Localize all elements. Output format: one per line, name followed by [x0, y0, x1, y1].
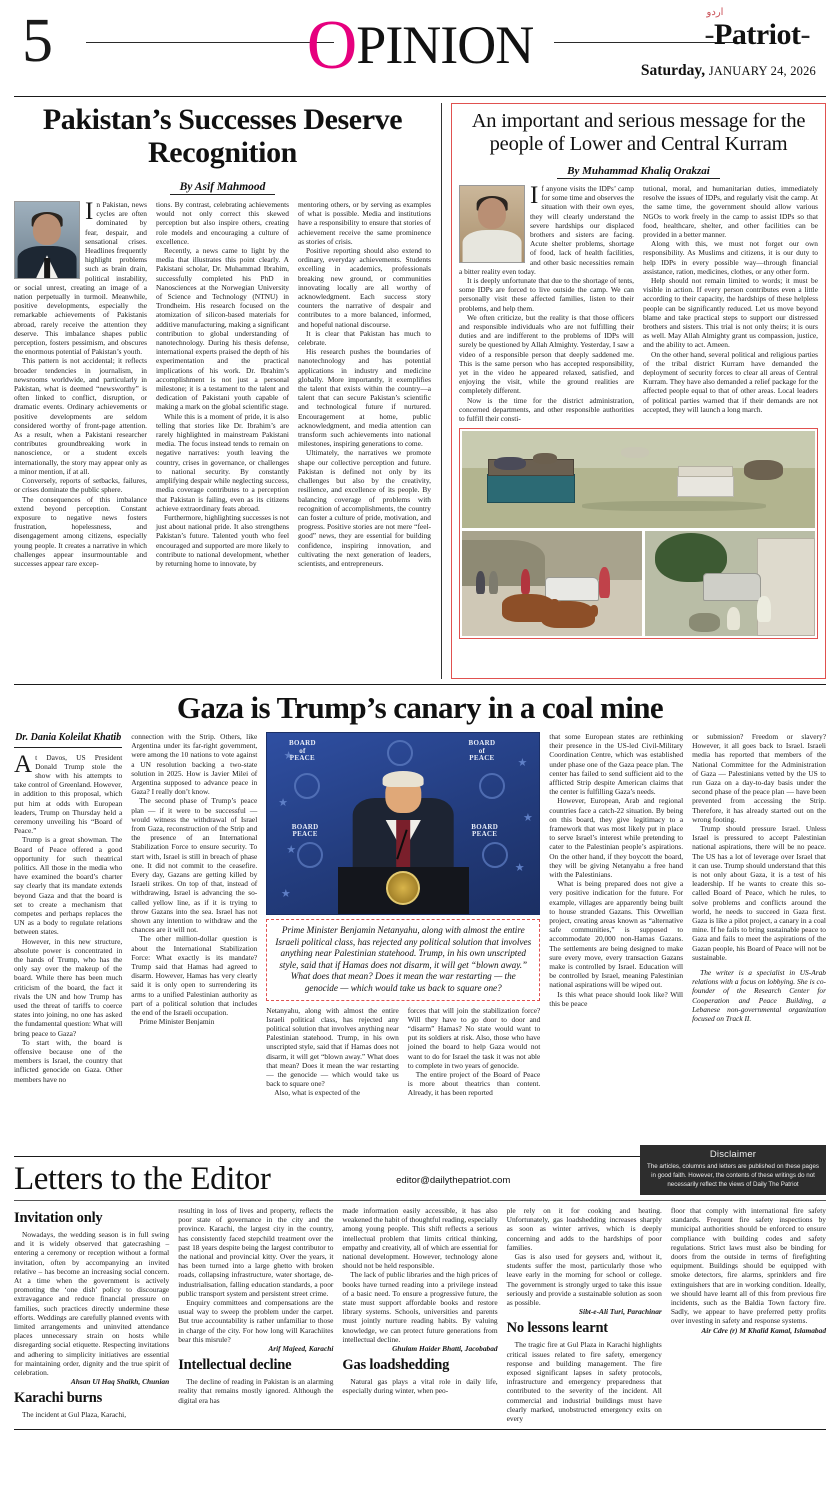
photo-trump-board-of-peace: ★ ★ ★ ★ ★ ★ ★ BOARD of PEACE BOARD of PEACE BOARD PEACE BOARD PEACE	[266, 732, 540, 915]
letters-column-5	[671, 1206, 826, 1423]
section-title	[306, 7, 534, 84]
article-column-2	[156, 200, 289, 568]
backdrop-logo-line2: of	[478, 746, 486, 755]
gaza-column-5	[549, 732, 683, 1098]
letter-continuation	[178, 1206, 333, 1353]
paragraph: On the other hand, several political and religious parties of the tribal district Kurram have demanded the deployment of security forces to clear all areas of Central Kurram. They have also demanded a relief package for the affected people equal to that of other areas. Local leaders of political parties warned that if their demands are not accepted, they will launch a long march.	[643, 349, 818, 414]
gaza-center-subcolumns	[266, 1006, 540, 1098]
letter-continuation	[342, 1206, 497, 1353]
letter-body	[507, 1340, 662, 1423]
letter-continuation	[671, 1206, 826, 1335]
gaza-column-2	[131, 732, 257, 1098]
paragraph: It is clear that Pakistan has much to celebrate.	[298, 328, 431, 348]
paragraph: Natural gas plays a vital role in daily life, especially during winter, when peo-	[342, 1377, 498, 1396]
paragraph: Positive reporting should also extend to ordinary, everyday achievements. Students excelling in academics, professionals breaking new ground, or communities innovating locally are all worthy of acknowledgment. Each success story counters the narrative of despair and contributes to a more balanced, informed, and hopeful national discourse.	[298, 246, 431, 329]
letter-signature: Ghulam Haider Bhatti, Jacobabad	[392, 1344, 498, 1354]
dateline-date: JANUARY 24, 2026	[708, 64, 816, 78]
letters-title: Letters to the Editor	[14, 1161, 271, 1197]
gaza-writer-note: The writer is a specialist in US-Arab relations with a focus on lobbying. She is co-founder of the Research Center for Cooperation and Peace Building, a Lebanese non-governmental organization focused on Track II.	[692, 968, 826, 1024]
gaza-column-6	[692, 732, 826, 1098]
backdrop-logo-line3: PEACE	[292, 830, 318, 838]
paragraph: Conversely, reports of setbacks, failures, or crises dominate the public sphere.	[14, 476, 147, 495]
backdrop-logo-line1: BOARD	[471, 822, 499, 831]
paragraph: mentoring others, or by serving as examples of what is possible. Media and institutions have a responsibility to ensure that stories of achievement receive the same prominence as stories of crisis.	[298, 200, 431, 246]
brand-name: Patriot	[714, 18, 801, 51]
paragraph: The lack of public libraries and the high prices of books have turned reading into a privilege instead of a basic need. To ensure a progressive future, the state must support affordable books and restore library systems. Schools, universities and parents must jointly nurture reading habits. By valuing knowledge, we can protect future generations from intellectual decline.	[342, 1270, 498, 1344]
paragraph: Trump is a great showman. The Board of Peace offered a good opportunity for such theatrical politics. All those in the media who have examined the board’s charter say clearly that its mandate extends beyond Gaza and that the board is set to create a mechanism that competes and perhaps replaces the UN as a body to regulate relations between states.	[14, 835, 123, 937]
letter-title: Invitation only	[14, 1210, 103, 1226]
paragraph: Ultimately, the narratives we promote shape our collective perception and future. Pakistan is defined not only by its challenges but also by the creativity, resilience, and excellence of its people. By balancing coverage of problems with recognition of accomplishments, the country can foster a culture of pride, motivation, and progress. Positive stories are not mere “feel-good” news, they are essential for building confidence, inspiring innovation, and cultivating the next generation of leaders, scientists, and entrepreneurs.	[298, 448, 431, 568]
kurram-photo-row	[462, 531, 815, 636]
article-body-columns	[14, 200, 431, 568]
letters-email[interactable]: editor@dailythepatriot.com	[396, 1175, 511, 1186]
disclaimer-title: Disclaimer	[709, 1149, 757, 1160]
backdrop-logo-line3: PEACE	[472, 830, 498, 838]
paragraph: The incident at Gul Plaza, Karachi,	[22, 1410, 127, 1420]
paragraph: The decline of reading in Pakistan is an alarming reality that remains mostly ignored. Although the digital era has	[178, 1377, 334, 1405]
kurram-author-portrait	[459, 185, 525, 263]
paragraph: What is being prepared does not give a very positive indication for the future. For example, villages are apparently being built to house stranded Gazans. This Orwellian project, creating areas known as “alternative safe communities,” is supposed to accommodate 20,000 non-Hamas Gazans. The settlements are being designed to make sure every move, every transaction Gazans make is controlled by Israel. Education will be controlled by Israel, meaning Palestinian national aspirations will be wiped out.	[549, 879, 684, 990]
byline-wrap	[14, 177, 431, 195]
article-column-1	[14, 200, 147, 568]
kurram-photo-grid	[459, 428, 818, 639]
gaza-pullquote: Prime Minister Benjamin Netanyahu, along with almost the entire Israeli political class, has rejected any political solution that involves anything near Palestinian statehood. Trump, in his own unscripted style, said that if Hamas does not disarm, it will get “blown away.” What does that mean? Does it mean the war restarting — the genocide — which would take us back to square one?	[266, 919, 540, 1001]
letter-signature: Ahsan Ul Haq Shaikh, Chunian	[70, 1377, 170, 1387]
paragraph: Help should not remain limited to words; it must be visible in action. If every person contributes even a little according to their capacity, the hardships of these helpless people can be significantly reduced. Let us move beyond blame and take practical steps to support our distressed brothers and sisters. This trial is not only theirs; it is ours as well. May Allah Almighty grant us compassion, justice, and the ability to act. Ameen.	[643, 276, 818, 350]
paragraph: ple rely on it for cooking and heating. Unfortunately, gas loadshedding increases sharply as soon as winter arrives, which is deeply concerning and adds to the hardships of poor families.	[506, 1206, 662, 1252]
brand-urdu-mark: اردو	[706, 7, 724, 18]
kurram-body-columns	[459, 184, 818, 423]
letter-body	[14, 1410, 169, 1419]
brand-dash-right: -	[800, 18, 810, 51]
paragraph: To start with, the board is offensive because one of the members is Israel, the country that inflicted genocide on Gaza. Other members have no	[14, 1037, 123, 1084]
paragraph: Prime Minister Benjamin	[139, 1017, 215, 1027]
brand-logo	[699, 7, 816, 52]
article-byline: By Asif Mahmood	[170, 181, 276, 195]
paragraph: However, in this new structure, absolute power is concentrated in the hands of Trump, who has the only say over the makeup of the board. While there has been much criticism of the board, the fact it rivals the UN and how Trump has used the threat of tariffs to coerce states into joining, no one has asked the fundamental question: What will bring peace to Gaza?	[14, 936, 123, 1038]
dateline-day: Saturday,	[640, 62, 706, 79]
paragraph: At Davos, US President Donald Trump stole the show with his attempts to take control of Greenland. However, in addition to this proposal, which put him at odds with European leaders, Trump on Thursday held a ceremony unveiling his “Board of Peace.”	[14, 750, 123, 836]
author-portrait	[14, 201, 80, 279]
paragraph: His research pushes the boundaries of nanotechnology and has potential applications in industry and medicine globally. More importantly, it exemplifies the talent that exists within the country—a talent that can secure Pakistan’s scientific and technological future if nurtured. Encouragement at home, public acknowledgment, and media attention can transform such achievements into national milestones, inspiring generations to come.	[298, 347, 431, 449]
backdrop-logo-line1: BOARD	[289, 739, 316, 748]
masthead	[14, 0, 826, 92]
paragraph: Furthermore, highlighting successes is not just about national pride. It also strengthens Pakistan’s future. Talented youth who feel encouraged and supported are more likely to contribute to national development, whether by returning home to innovate, by	[156, 512, 290, 568]
article-pakistan-successes	[14, 103, 442, 679]
gaza-col2-body	[131, 732, 257, 1027]
gaza-col3-body	[266, 1006, 399, 1098]
gaza-col4-body	[408, 1006, 541, 1098]
section-title-rest: PINION	[356, 15, 534, 75]
letter-continuation	[507, 1206, 662, 1316]
backdrop-logo-line1: BOARD	[468, 739, 496, 748]
gaza-col1-body	[14, 750, 123, 1084]
letter-signature: Sibt-e-Ali Turi, Parachinar	[578, 1307, 662, 1317]
article-headline: Pakistan’s Successes Deserve Recognition	[42, 103, 403, 169]
paragraph: Also, what is expected of the	[274, 1088, 361, 1098]
kurram-headline: An important and serious message for the people of Lower and Central Kurram	[471, 110, 806, 155]
kurram-column-2	[643, 184, 818, 414]
letter-title: No lessons learnt	[506, 1320, 608, 1337]
paragraph: The tragic fire at Gul Plaza in Karachi highlights critical issues related to fire safety, emergency response and building management. The fire exposed significant lapses in safety protocols, infrastructure and emergency preparedness that contributed to the severity of the incident. All commercial and industrial buildings must have clearly marked, unobstructed emergency exits on every	[506, 1340, 662, 1424]
brand-wrap	[699, 7, 816, 52]
letters-column-4	[507, 1206, 662, 1423]
letter-body	[14, 1230, 169, 1386]
gaza-byline: Dr. Dania Koleilat Khatib	[14, 732, 122, 748]
paragraph: Along with this, we must not forget our own responsibility. As Muslims and citizens, it is our duty to help IDPs in every possible way—through financial assistance, ration, medicines, clothes, or any other form.	[643, 239, 818, 276]
kurram-byline-wrap	[459, 161, 818, 179]
article-kurram-wrap	[442, 103, 826, 679]
paragraph: In Pakistan, news cycles are often dominated by fear, despair, and sensational crises. Headlines frequently highlight problems such as brain drain, political instability, or social unrest, creating an image of a nation perpetually in turmoil. Meanwhile, positive developments, especially the remarkable achievements of Pakistanis abroad, rarely receive the attention they deserve. This imbalance shapes public perception, fosters pessimism, and obscures the enormous potential of Pakistan’s youth.	[14, 198, 147, 357]
gaza-center-block	[266, 732, 540, 1098]
disclaimer-text: The articles, columns and letters are published on these pages in good faith. However, the contents of these writings do not necessarily reflect the views of Daily The Patriot	[647, 1163, 819, 1188]
masthead-bottom-rule	[14, 96, 826, 97]
top-zone	[14, 103, 826, 679]
paragraph: resulting in loss of lives and property, reflects the poor state of governance in the city and the province. Karachi, the largest city in the country, has consistently faced stepchild treatment over the past 18 years despite being the largest contributor to the national and provincial kitty. Over the years, it has been turned into a large ghetto with broken roads, collapsing infrastructure, water shortage, de-industrialisation, falling education standards, a poor public transport system and persistent street crime.	[178, 1206, 334, 1298]
page-bottom-rule	[14, 1429, 826, 1430]
dateline	[641, 62, 816, 80]
article-column-3	[298, 200, 431, 568]
disclaimer-box	[640, 1145, 826, 1195]
paragraph: While this is a moment of pride, it is also telling that stories like Dr. Ibrahim’s are rarely highlighted in mainstream Pakistani media. The focus instead tends to remain on negative narratives: youth leaving the country, crises in governance, or challenges to national security. By constantly amplifying despair while neglecting success, media coverage contributes to a perception that Pakistan is failing, even as its citizens achieve extraordinary feats abroad.	[156, 411, 289, 513]
paragraph: tions. By contrast, celebrating achievements would not only correct this skewed perception but also inspire others, creating role models and encouraging a culture of excellence.	[156, 200, 289, 246]
photo-cattle-on-road	[462, 531, 642, 636]
paragraph: The other million-dollar question is about the International Stabilization Force: What exactly is its mandate? Trump said that Hamas had agreed to disarm. However, Hamas has very clearly said it is only open to surrendering its arms to a unified Palestinian authority as part of a political solution that includes the end of the Israeli occupation.	[131, 934, 258, 1018]
brand-dash-left: -	[704, 18, 715, 51]
letter-body	[342, 1377, 497, 1395]
letter-signature: Arif Majeed, Karachi	[268, 1344, 334, 1354]
letter-body	[178, 1377, 333, 1405]
letters-column-1	[14, 1206, 169, 1423]
paragraph: Netanyahu, along with almost the entire Israeli political class, has rejected any political solution that involves anything near Palestinian statehood. Trump, in his own unscripted style, said that if Hamas does not disarm, it will get “blown away.” What does that mean? Does it mean the war restarting — the genocide — which would take us back to square one?	[266, 1005, 399, 1089]
paragraph: Enquiry committees and compensations are the usual way to sweep the problem under the carpet. But true accountability is rather unfamiliar to those in charge of the city. For how long will Karachiites bear this misrule?	[178, 1298, 334, 1344]
paragraph: that some European states are rethinking their presence in the US-led Civil-Military Coordination Centre, which was established under phase one of the Gaza peace plan. The center has failed to send sufficient aid to the afflicted Strip despite American claims that the center is fulfilling Gaza’s needs.	[549, 732, 684, 797]
article-kurram	[451, 103, 826, 679]
gaza-col6-body	[692, 732, 826, 962]
article-gaza	[14, 685, 826, 1151]
gaza-column-1	[14, 732, 122, 1098]
paragraph: The second phase of Trump’s peace plan — if it were to be successful — would witness the withdrawal of Israel from Gaza, reconstruction of the Strip and the presence of an International Stabilization Force to ensure security. To start with, Israel is still in breach of phase one. It did not commit to the ceasefire. Every day, Gazans are getting killed by Israeli strikes. On top of that, instead of withdrawing, Israel is advancing the so-called yellow line, as if it is trying to throw Gazans into the sea. Israel has not shown any intention to withdraw and the chances are it will not.	[131, 796, 258, 935]
letters-section	[14, 1149, 827, 1457]
letters-rule	[14, 1200, 826, 1201]
letter-title: Karachi burns	[14, 1390, 103, 1407]
paragraph: made information easily accessible, it has also weakened the habit of thoughtful reading, especially among young people. This shift reflects a serious intellectual problem that limits critical thinking, empathy and creativity, all of which are essential for national development. However, technology alone should not be held responsible.	[342, 1206, 498, 1271]
letter-signature: Air Cdre (r) M Khalid Kamal, Islamabad	[701, 1325, 827, 1335]
backdrop-logo-line2: of	[299, 746, 306, 755]
paragraph: However, European, Arab and regional countries face a catch-22 situation. By being on this board, they give legitimacy to a framework that was most likely put in place to serve Israel’s interest while pretending to cater to the Palestinian people’s aspirations. On the other hand, if they boycott the board, they will be giving Netanyahu a free hand with the Palestinians.	[549, 796, 684, 880]
photo-vehicle-in-village	[645, 531, 815, 636]
paragraph: Now is the time for the district administration, concerned departments, and other responsible authorities to fulfill their consti-	[459, 395, 634, 424]
paragraph: It is deeply unfortunate that due to the shortage of tents, some IDPs are forced to live outside the camp. We can personally visit these affected families, listen to their problems, and help them.	[459, 276, 634, 313]
gaza-headline: Gaza is Trump’s canary in a coal mine	[176, 690, 664, 725]
paragraph: forces that will join the stabilization force? Will they have to go door to door and “disarm” Hamas? No state would want to put its soldiers at risk. Also, those who have joined the board to help Gaza would not want to do for Israel the task it was not able to complete in two years of genocide.	[407, 1005, 541, 1070]
page-number: 5	[22, 7, 53, 75]
photo-idp-convoy-trucks	[462, 431, 815, 528]
paragraph: The entire project of the Board of Peace is more about theatrics than content. Already, it has been reported	[407, 1069, 541, 1098]
letters-columns	[14, 1206, 826, 1423]
section-title-dropcap: O	[306, 7, 357, 84]
paragraph: tutional, moral, and humanitarian duties, immediately resolve the issues of IDPs, and regularly visit the camp. At the same time, the government should allow various NGOs to work freely in the camp to assist IDPs so that food, healthcare, shelter, and other facilities can be provided in a better manner.	[643, 184, 818, 240]
letters-column-3	[342, 1206, 497, 1423]
letters-column-2	[178, 1206, 333, 1423]
kurram-column-1	[459, 184, 634, 423]
kurram-byline: By Muhammad Khaliq Orakzai	[557, 165, 720, 179]
masthead-rule-left	[86, 42, 334, 43]
paragraph: Recently, a news came to light by the media that illustrates this point clearly. A Pakistani scholar, Dr. Muhammad Ibrahim, successfully completed his PhD in Nanosciences at the Norwegian University of Science and Technology (NTNU) in Trondheim. His research focused on the atomization of silicon-based materials for additive manufacturing, making a significant contribution to global understanding of nanotechnology. During his thesis defense, international experts praised the depth of his experimentation and the practical implications of his work. Dr. Ibrahim’s accomplishment is not just a personal milestone; it is a testament to the talent and dedication of Pakistani youth capable of making a mark on the global scientific stage.	[156, 246, 289, 412]
paragraph: connection with the Strip. Others, like Argentina under its far-right government, were among the 10 nations to vote against a UN resolution backing a two-state solution in 2025. How is Javier Milei of Argentina supposed to advance peace in Gaza? I really don’t know.	[131, 732, 258, 797]
letter-title: Gas loadshedding	[342, 1357, 450, 1374]
backdrop-logo-line3: PEACE	[289, 754, 316, 763]
paragraph: We often criticize, but the reality is that those officers and responsible individuals who are not fulfilling their duties and are indifferent to the problems of IDPs will surely be questioned by Allah Almighty. Yesterday, I saw a video of a responsible person that deeply saddened me. This is the same person who has accepted responsibility, yet in the video he appeared relaxed, satisfied, and enjoying the visit, while the ground realities are completely different.	[459, 312, 634, 396]
letter-title: Intellectual decline	[178, 1357, 292, 1374]
paragraph: Nowadays, the wedding season is in full swing and it is widely observed that gatecrashing – entering a ceremony or reception without a formal invitation, often by accompanying an invited relative – has become an increasing social concern. At a time when the government is actively promoting the ‘one dish’ policy to discourage extravagance and reduce financial pressure on families, such practices directly undermine these efforts. Weddings are carefully planned events with limited arrangements and uninvited attendance places unnecessary strain on hosts while disregarding social etiquette. Respecting invitations and adhering to simplicity initiatives are essential for maintaining order, dignity and the true spirit of celebration.	[14, 1230, 170, 1378]
gaza-col5-body	[549, 732, 683, 1008]
paragraph: The consequences of this imbalance extend beyond perception. Constant exposure to negative news fosters frustration, hopelessness, and disengagement among citizens, especially young people. It creates a narrative in which challenges appear insurmountable and successes appear rare excep-	[14, 494, 147, 568]
backdrop-logo-line3: PEACE	[469, 754, 495, 763]
backdrop-logo-line1: BOARD	[291, 822, 319, 831]
gaza-columns	[14, 732, 826, 1098]
paragraph: floor that comply with international fire safety standards. Frequent fire safety inspections by municipal authorities should be enforced to ensure compliance with building codes and safety regulations. Strict laws must also be binding for doors from the outside in terms of firefighting equipment. Buildings should be equipped with smoke detectors, fire alarms, sprinklers and fire extinguishers that are in working condition. Ideally, we should have learnt all of this from previous fire incidents, such as the Baldia Town factory fire. Sadly, we appear to have preferred petty profits over investing in safety and response systems.	[670, 1206, 827, 1326]
paragraph: If anyone visits the IDPs’ camp for some time and observes the situation with their own eyes, they will clearly understand the severe hardships our displaced brothers and sisters are facing. Acute shelter problems, shortage of food, lack of health facilities, and other basic necessities remain a bitter reality even today.	[459, 182, 634, 276]
paragraph: Trump should pressure Israel. Unless Israel is pressured to accept Palestinian national aspirations, there will be no peace. The US has a lot of leverage over Israel that it can use. Trump should understand that this is not only about Gaza, it is a test of his leadership. If he wants to create this so-called Board of Peace, which he rules, to solve problems and conflicts around the world, he needs to succeed in Gaza first. Gaza is like a pilot project, a canary in a coal mine. If he fails to bring sustainable peace to Gaza and fails to meet the aspirations of the Gazan people, his Board of Peace will not be sustainable.	[692, 824, 826, 962]
paragraph: Is this what peace should look like? Will this be peace	[549, 989, 684, 1008]
paragraph: or submission? Freedom or slavery? However, it all goes back to Israel. Israeli media has reported that members of the National Committee for the Administration of Gaza — Palestinians vetted by the US to run Gaza on a day-to-day basis under the second phase of the peace plan — have been prevented from accessing the Strip. Therefore, it has already started out on the wrong footing.	[692, 732, 826, 824]
paragraph: This pattern is not accidental; it reflects broader tendencies in journalism, in newsrooms worldwide, and particularly in Pakistan, what is deemed “newsworthy” is often linked to conflict, disruption, or dramatic events. Ordinary achievements or positive developments are seldom considered worthy of front-page attention. As a result, when a Pakistani researcher contributes groundbreaking work in nanoscience, or a student excels internationally, the story may appear only as a minor mention, if at all.	[14, 356, 147, 476]
paragraph: Gas is also used for geysers and, without it, students suffer the most, particularly those who leave early in the morning for school or college. The government is strongly urged to take this issue seriously and provide a sustainable solution as soon as possible.	[506, 1252, 662, 1308]
